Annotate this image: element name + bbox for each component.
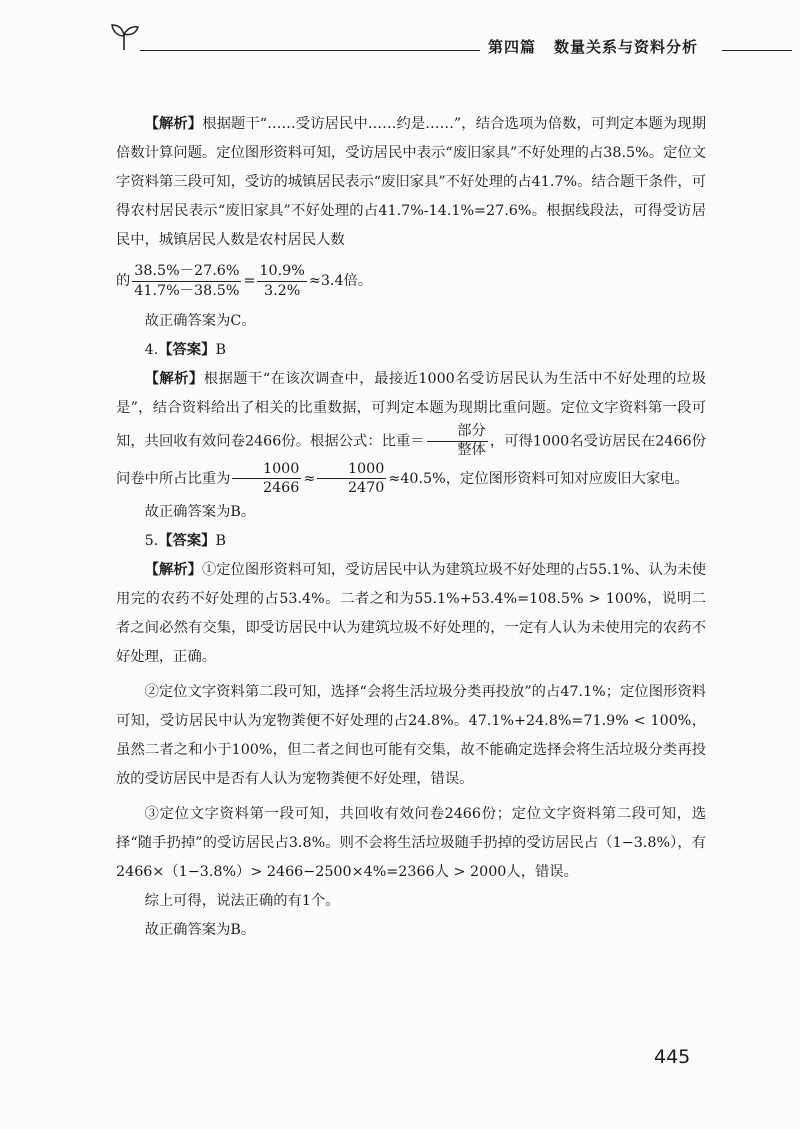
answer-value: B [215, 342, 226, 358]
analysis-point-3: ③定位文字资料第一段可知，共回收有效问卷2466份；定位文字资料第二段可知，选择“随手扔掉”的受访居民占3.8%。则不会将生活垃圾随手扔掉的受访居民占（1−3.8%），有2466×（1−3.8%）> 2466−2500×4%=2366人 > 2000人，错误。 [116, 805, 706, 880]
question-number: 5. [144, 532, 159, 549]
conclusion-line: 综上可得，说法正确的有1个。 [144, 892, 340, 909]
analysis-text: 根据题干“……受访居民中……约是……”，结合选项为倍数，可判定本题为现期倍数计算问题。定位图形资料可知，受访居民中表示“废旧家具”不好处理的占38.5%。定位文字资料第三段可知，受访的城镇居民表示“废旧家具”不好处理的占41.7%。结合题干条件，可得农村居民表示“废旧家具”不好处理的占41.7%-14.1%=27.6%。根据线段法，可得受访居民中，城镇居民人数是农村居民人数 [116, 116, 707, 248]
page-body [116, 110, 706, 945]
fraction [427, 423, 488, 460]
fraction-numerator: 10.9% [257, 262, 306, 282]
analysis-tag: 【解析】 [144, 116, 203, 132]
answer-line: 故正确答案为B。 [144, 921, 256, 938]
fraction-numerator: 1000 [232, 460, 301, 480]
sprout-icon [108, 22, 140, 52]
analysis-text: 根据题干“在该次调查中，最接近1000名受访居民认为生活中不好处理的垃圾是”，结合资料给出了相关的比重数据，可判定本题为现期比重问题。定位文字资料第一段可知，共回收有效问卷2466份。根据公式：比重＝ [116, 371, 707, 450]
answer-tag: 【答案】 [158, 532, 216, 549]
fraction-denominator: 整体 [457, 441, 486, 458]
analysis-text: ①定位图形资料可知，受访居民中认为建筑垃圾不好处理的占55.1%、认为未使用完的农药不好处理的占53.4%。二者之和为55.1%+53.4%=108.5% > 100%，说明二者之间必然有交集，即受访居民中认为建筑垃圾不好处理的，一定有人认为未使用完的农药不好处理，正确。 [116, 561, 707, 665]
fraction-denominator: 2466 [262, 480, 300, 497]
analysis-paragraph-5 [116, 556, 706, 672]
header-rule-right [722, 50, 792, 51]
fraction-denominator: 3.2% [263, 282, 301, 299]
formula-prefix: 的 [116, 273, 131, 289]
header-rule-left [140, 50, 480, 51]
page-header [0, 0, 800, 80]
header-part: 第四篇 [488, 38, 537, 56]
formula-equals: = [243, 273, 256, 289]
fraction-denominator: 41.7%－38.5% [134, 282, 240, 299]
header-section-title: 数量关系与资料分析 [554, 38, 699, 56]
question-4-answer [116, 336, 706, 365]
analysis-paragraph-4 [116, 365, 706, 498]
fraction [232, 460, 301, 498]
formula-suffix: ≈3.4倍。 [308, 273, 373, 289]
formula-suffix: ≈40.5%，定位图形资料可知对应废旧大家电。 [388, 470, 689, 487]
answer-line: 故正确答案为B。 [144, 503, 256, 520]
formula-approx: ≈ [303, 470, 316, 487]
analysis-point-2: ②定位文字资料第二段可知，选择“会将生活垃圾分类再投放”的占47.1%；定位图形资料可知，受访居民中认为宠物粪便不好处理的占24.8%。47.1%+24.8%=71.9% < 100%，虽然二者之和小于100%，但二者之间也可能有交集，故不能确定选择会将生活垃圾分类再投放的受访居民中是否有人认为宠物粪便不好处理，错误。 [116, 683, 706, 787]
answer-line: 故正确答案为C。 [144, 313, 256, 329]
fraction-numerator: 1000 [317, 460, 386, 480]
fraction-denominator: 2470 [347, 480, 385, 497]
analysis-text: ，可得1000名受访居民在2466份问卷中所占比重为 [116, 433, 706, 487]
header-title [488, 36, 698, 57]
fraction-numerator: 38.5%－27.6% [132, 262, 241, 282]
page-number: 445 [654, 1046, 691, 1068]
fraction-numerator: 部分 [427, 423, 488, 442]
fraction [132, 262, 241, 300]
analysis-paragraph-3 [116, 110, 706, 255]
fraction [257, 262, 306, 300]
analysis-tag: 【解析】 [144, 371, 204, 387]
fraction [317, 460, 386, 498]
question-number: 4. [144, 342, 159, 358]
formula-line-1 [116, 255, 706, 307]
analysis-tag: 【解析】 [144, 561, 202, 578]
question-5-answer [116, 527, 706, 556]
answer-value: B [215, 532, 226, 549]
answer-tag: 【答案】 [158, 342, 216, 358]
